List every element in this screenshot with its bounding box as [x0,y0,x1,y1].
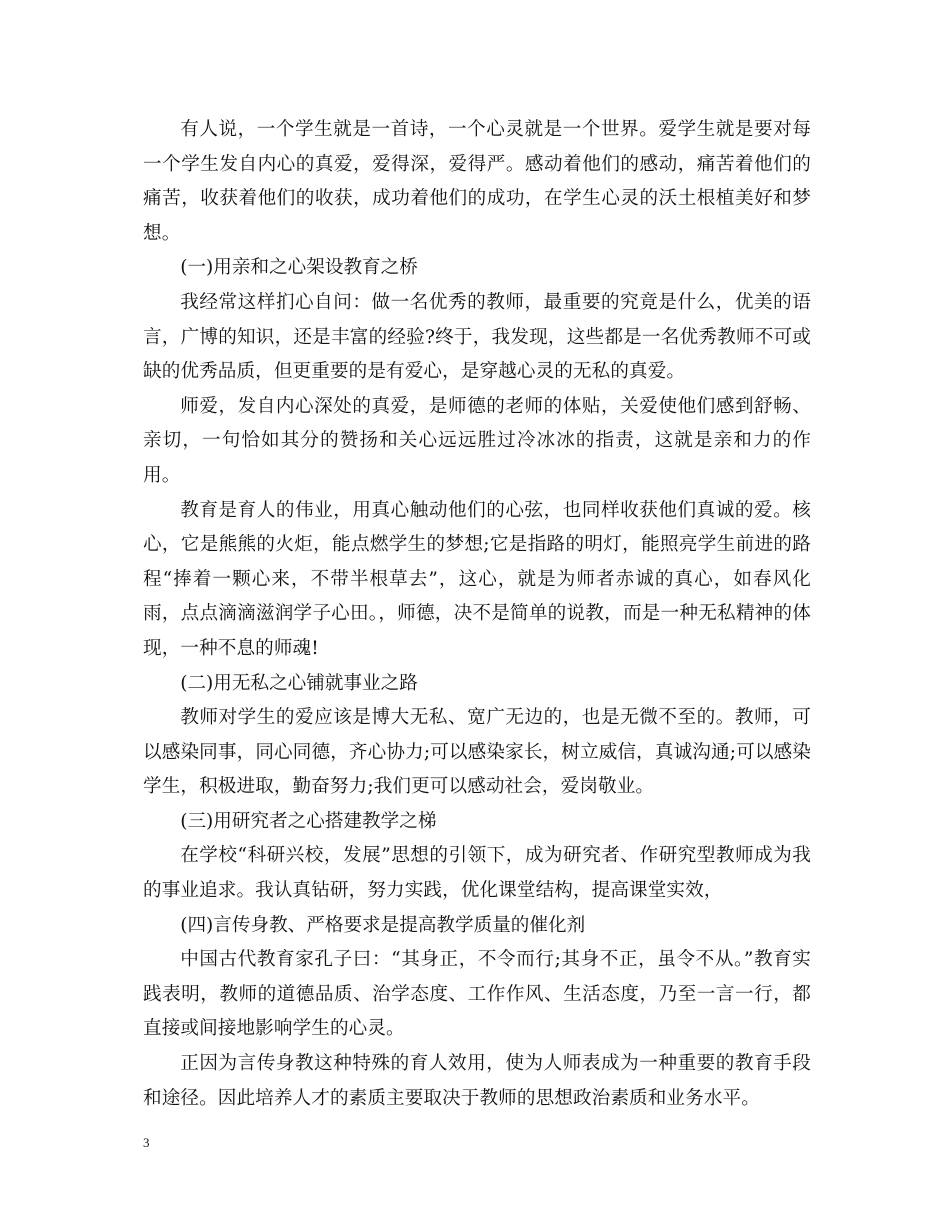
section-heading: (一)用亲和之心架设教育之桥 [180,257,418,279]
section-heading: (三)用研究者之心搭建教学之梯 [180,810,437,832]
paragraph: 我经常这样扪心自问：做一名优秀的教师，最重要的究竟是什么，优美的语言，广博的知识，还是丰富的经验?终于，我发现，这些都是一名优秀教师不可或缺的优秀品质，但更重要的是有爱心，是穿越心灵的无私的真爱。 [143,291,811,383]
page-number: 3 [143,1135,150,1150]
paragraph: 在学校“科研兴校，发展”思想的引领下，成为研究者、作研究型教师成为我的事业追求。我认真钻研，努力实践，优化课堂结构，提高课堂实效， [143,845,811,902]
paragraph: 教育是育人的伟业，用真心触动他们的心弦，也同样收获他们真诚的爱。核心，它是熊熊的火炬，能点燃学生的梦想;它是指路的明灯，能照亮学生前进的路程“捧着一颗心来，不带半根草去”，这心，就是为师者赤诚的真心，如春风化雨，点点滴滴滋润学子心田。，师德，决不是简单的说教，而是一种无私精神的体现，一种不息的师魂! [143,499,811,659]
section-heading: (四)言传身教、严格要求是提高教学质量的催化剂 [180,914,586,936]
paragraph: 教师对学生的爱应该是博大无私、宽广无边的，也是无微不至的。教师，可以感染同事，同心同德，齐心协力;可以感染家长，树立威信，真诚沟通;可以感染学生，积极进取，勤奋努力;我们更可以感动社会，爱岗敬业。 [143,707,811,798]
paragraph: 师爱，发自内心深处的真爱，是师德的老师的体贴，关爱使他们感到舒畅、亲切，一句恰如其分的赞扬和关心远远胜过冷冰冰的指责，这就是亲和力的作用。 [143,395,811,486]
document-body [143,113,811,1116]
paragraph: 正因为言传身教这种特殊的育人效用，使为人师表成为一种重要的教育手段和途径。因此培养人才的素质主要取决于教师的思想政治素质和业务水平。 [143,1053,811,1109]
paragraph: 有人说，一个学生就是一首诗，一个心灵就是一个世界。爱学生就是要对每一个学生发自内心的真爱，爱得深，爱得严。感动着他们的感动，痛苦着他们的痛苦，收获着他们的收获，成功着他们的成功，在学生心灵的沃土根植美好和梦想。 [143,119,811,244]
paragraph: 中国古代教育家孔子曰：“其身正，不令而行;其身不正，虽令不从。”教育实践表明，教师的道德品质、治学态度、工作作风、生活态度，乃至一言一行，都直接或间接地影响学生的心灵。 [143,949,811,1040]
section-heading: (二)用无私之心铺就事业之路 [180,672,418,694]
